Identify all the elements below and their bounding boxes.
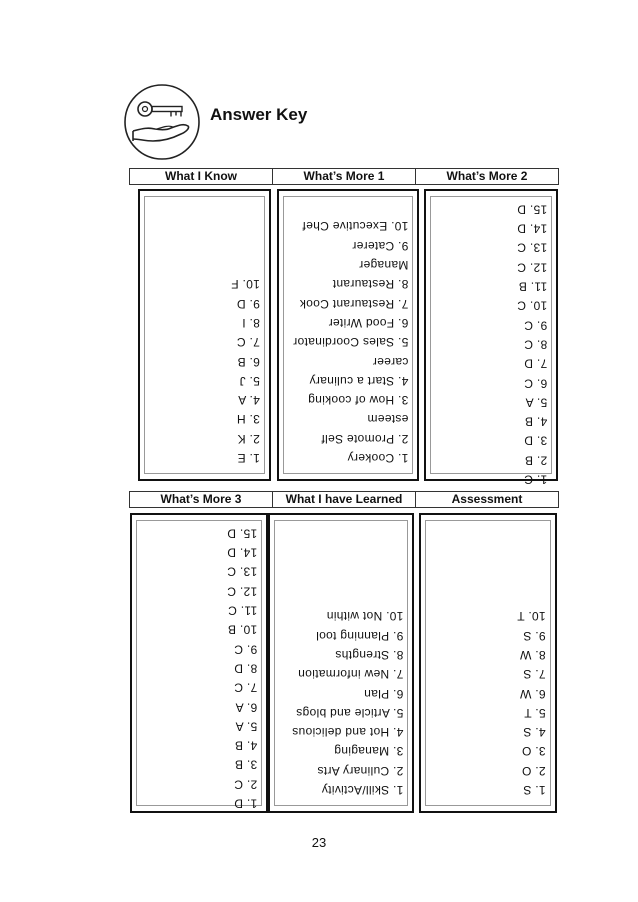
answer-line: 2. Promote Self	[320, 431, 408, 446]
answer-line: 10. Not within	[326, 609, 403, 624]
whats-more-1-panel	[277, 189, 419, 481]
answer-line: 13. C	[226, 564, 257, 579]
answer-line: 3. How of cooking	[307, 392, 408, 407]
answer-line: 2. O	[522, 763, 546, 778]
answer-line: 8. Restaurant	[332, 277, 408, 292]
answer-line: 5. T	[524, 705, 546, 720]
answer-line: esteem	[366, 412, 408, 427]
answer-line: 13. C	[516, 240, 547, 255]
answer-line: 2. B	[524, 453, 547, 468]
answer-line: 14. D	[226, 545, 257, 560]
answer-line: 8. Strengths	[334, 647, 403, 662]
answer-line: 15. D	[226, 526, 257, 541]
answer-line: 2. C	[233, 777, 257, 792]
answer-line: 1. C	[523, 472, 547, 487]
answer-line: 1. Cookery	[346, 450, 408, 465]
answer-line: 8. D	[233, 661, 257, 676]
answer-line: 12. C	[516, 260, 547, 275]
answer-line: 10. Executive Chef	[301, 219, 408, 234]
header-whats-more-2: What’s More 2	[446, 169, 528, 183]
what-i-have-learned-answers	[292, 606, 403, 799]
answer-line: 1. E	[237, 450, 260, 465]
answer-line: 4. B	[234, 738, 257, 753]
answer-line: 5. Sales Coordinator	[292, 335, 408, 350]
answer-line: career	[372, 354, 408, 369]
whats-more-1-answers	[293, 216, 408, 467]
answer-line: 9. Caterer	[351, 238, 408, 253]
answer-line: 3. B	[234, 757, 257, 772]
assessment-answers	[517, 606, 546, 799]
answer-line: 2. K	[237, 431, 260, 446]
answer-line: 4. S	[523, 725, 546, 740]
answer-line: 7. S	[523, 667, 546, 682]
answer-line: 15. D	[516, 202, 547, 217]
answer-line: 5. Article and blogs	[295, 705, 403, 720]
answer-line: 7. New information	[297, 667, 403, 682]
answer-line: 3. Managing	[333, 744, 403, 759]
header-what-i-know: What I Know	[130, 169, 273, 184]
whats-more-2-panel	[424, 189, 558, 487]
answer-line: 12. C	[226, 584, 257, 599]
answer-line: 3. D	[523, 433, 547, 448]
key-in-hand-icon	[123, 83, 201, 161]
answer-line: 3. O	[522, 744, 546, 759]
answer-line: 10. F	[231, 277, 260, 292]
what-i-know-panel	[138, 189, 271, 481]
what-i-have-learned-panel	[268, 513, 414, 813]
whats-more-3-panel	[130, 513, 268, 813]
answer-line: 8. C	[523, 337, 547, 352]
answer-line: 11. B	[518, 279, 547, 294]
bottom-column-headers	[129, 491, 559, 508]
header-whats-more-1: What’s More 1	[273, 169, 416, 184]
whats-more-2-answers	[517, 199, 547, 488]
answer-line: 8. I	[242, 315, 260, 330]
answer-line: 5. A	[525, 395, 547, 410]
answer-line: 9. D	[236, 296, 260, 311]
answer-line: 7. D	[523, 356, 547, 371]
answer-line: 6. B	[237, 354, 260, 369]
answer-line: 3. H	[236, 412, 260, 427]
answer-line: 4. Start a culinary	[308, 373, 408, 388]
answer-line: 2. Culinary Arts	[316, 763, 403, 778]
answer-line: 1. Skill/Activity	[321, 782, 403, 797]
answer-line: 10. B	[227, 622, 257, 637]
whats-more-3-answers	[227, 523, 257, 812]
answer-line: 6. Plan	[363, 686, 403, 701]
answer-line: 5. A	[235, 719, 257, 734]
answer-line: 1. S	[523, 782, 546, 797]
answer-line: Manager	[358, 257, 408, 272]
header-what-i-have-learned: What I have Learned	[273, 492, 416, 507]
answer-line: 9. C	[233, 642, 257, 657]
answer-line: 4. Hot and delicious	[291, 725, 403, 740]
answer-line: 6. C	[523, 375, 547, 390]
answer-line: 5. J	[239, 373, 260, 388]
answer-line: 4. B	[524, 414, 547, 429]
header-assessment: Assessment	[451, 492, 523, 506]
answer-line: 8. W	[520, 647, 546, 662]
answer-line: 1. D	[233, 796, 257, 811]
header-whats-more-3: What’s More 3	[130, 492, 273, 507]
answer-line: 9. S	[523, 628, 546, 643]
answer-line: 4. A	[238, 393, 260, 408]
answer-line: 7. C	[233, 680, 257, 695]
answer-line: 14. D	[516, 221, 547, 236]
answer-line: 9. Planning tool	[315, 628, 403, 643]
answer-line: 9. C	[523, 318, 547, 333]
answer-line: 6. Food Writer	[327, 315, 408, 330]
assessment-panel	[419, 513, 557, 813]
answer-line: 11. C	[227, 603, 257, 618]
answer-line: 10. T	[517, 609, 546, 624]
answer-line: 6. W	[520, 686, 546, 701]
answer-line: 10. C	[516, 298, 547, 313]
top-column-headers	[129, 168, 559, 185]
page-number: 23	[311, 835, 327, 850]
what-i-know-answers	[231, 274, 260, 467]
page-title: Answer Key	[210, 105, 308, 124]
answer-line: 6. A	[235, 699, 257, 714]
answer-line: 7. C	[236, 335, 260, 350]
answer-line: 7. Restaurant Cook	[299, 296, 408, 311]
